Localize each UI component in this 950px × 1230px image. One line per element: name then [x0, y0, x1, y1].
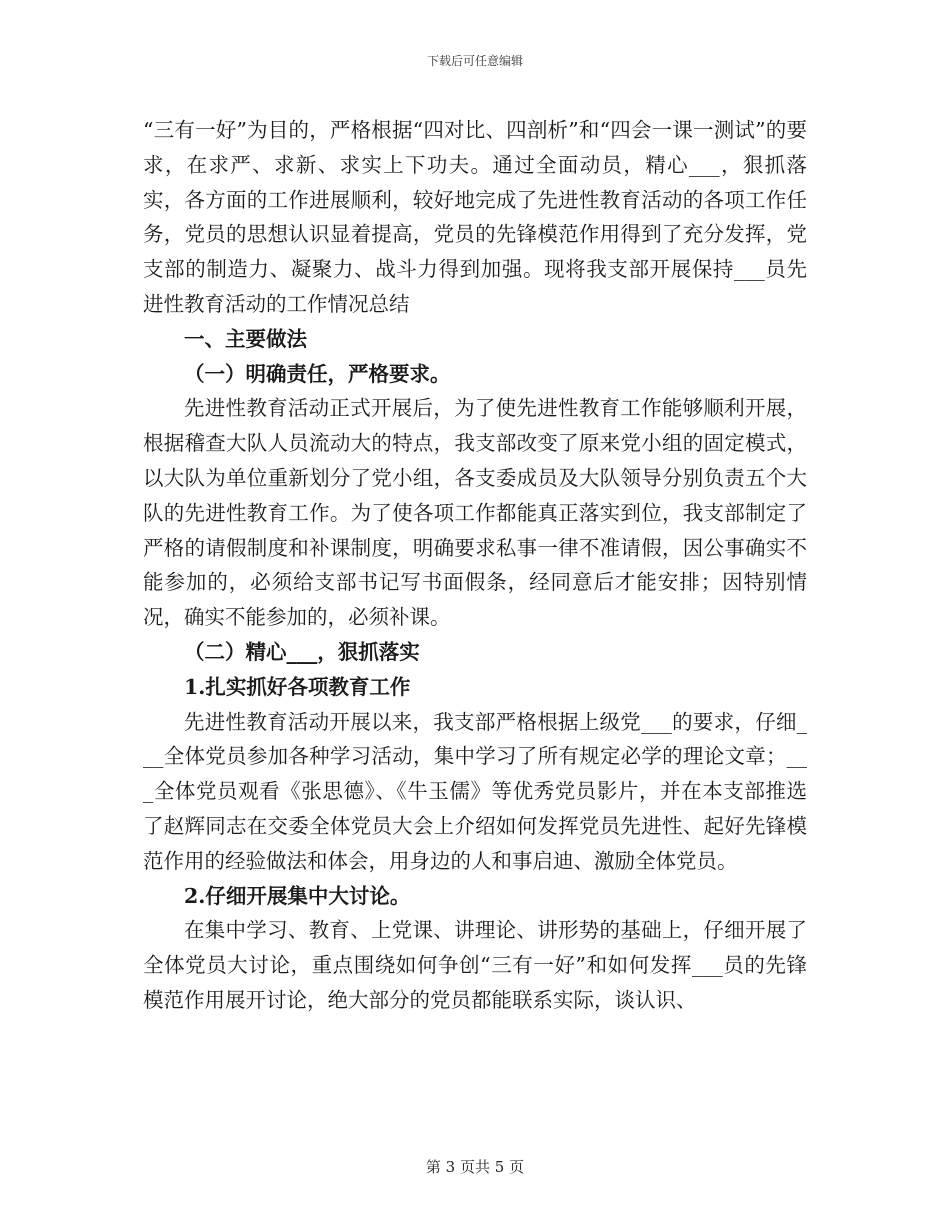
paragraph-responsibility: 先进性教育活动正式开展后，为了使先进性教育工作能够顺利开展，根据稽查大队人员流动大的特点，我支部改变了原来党小组的固定模式，以大队为单位重新划分了党小组，各支委成员及大队领导分别负责五个大队的先进性教育工作。为了使各项工作都能真正落实到位，我支部制定了严格的请假制度和补课制度，明确要求私事一律不准请假，因公事确实不能参加的，必须给支部书记写书面假条，经同意后才能安排；因特别情况，确实不能参加的，必须补课。: [143, 396, 807, 630]
paragraph-education-work: 先进性教育活动开展以来，我支部严格根据上级党___的要求，仔细___全体党员参加各种学习活动，集中学习了所有规定必学的理论文章；___全体党员观看《张思德》、《牛玉儒》等优秀党员影片，并在本支部推选了赵辉同志在交委全体党员大会上介绍如何发挥党员先进性、起好先锋模范作用的经验做法和体会，用身边的人和事启迪、激励全体党员。: [143, 709, 807, 873]
item-heading-discussion: 2.仔细开展集中大讨论。: [184, 883, 411, 908]
subsection-heading-implementation: （二）精心___，狠抓落实: [184, 639, 420, 664]
item-heading-education-work: 1.扎实抓好各项教育工作: [184, 674, 411, 699]
intro-paragraph: “三有一好”为目的，严格根据“四对比、四剖析”和“四会一课一测试”的要求，在求严、求新、求实上下功夫。通过全面动员，精心___，狠抓落实，各方面的工作进展顺利，较好地完成了先进性教育活动的各项工作任务，党员的思想认识显着提高，党员的先锋模范作用得到了充分发挥，党支部的制造力、凝聚力、战斗力得到加强。现将我支部开展保持___员先进性教育活动的工作情况总结: [143, 118, 807, 316]
document-body: [143, 113, 807, 1018]
subsection-heading-responsibility: （一）明确责任，严格要求。: [184, 361, 451, 386]
page-number: 第 3 页共 5 页: [425, 1158, 525, 1176]
page-header: 下载后可任意编辑: [426, 54, 523, 68]
section-heading-main-practices: 一、主要做法: [184, 326, 307, 351]
paragraph-discussion: 在集中学习、教育、上党课、讲理论、讲形势的基础上，仔细开展了全体党员大讨论，重点围绕如何争创“三有一好”和如何发挥___员的先锋模范作用展开讨论，绝大部分的党员都能联系实际，谈认识、: [143, 918, 807, 1012]
